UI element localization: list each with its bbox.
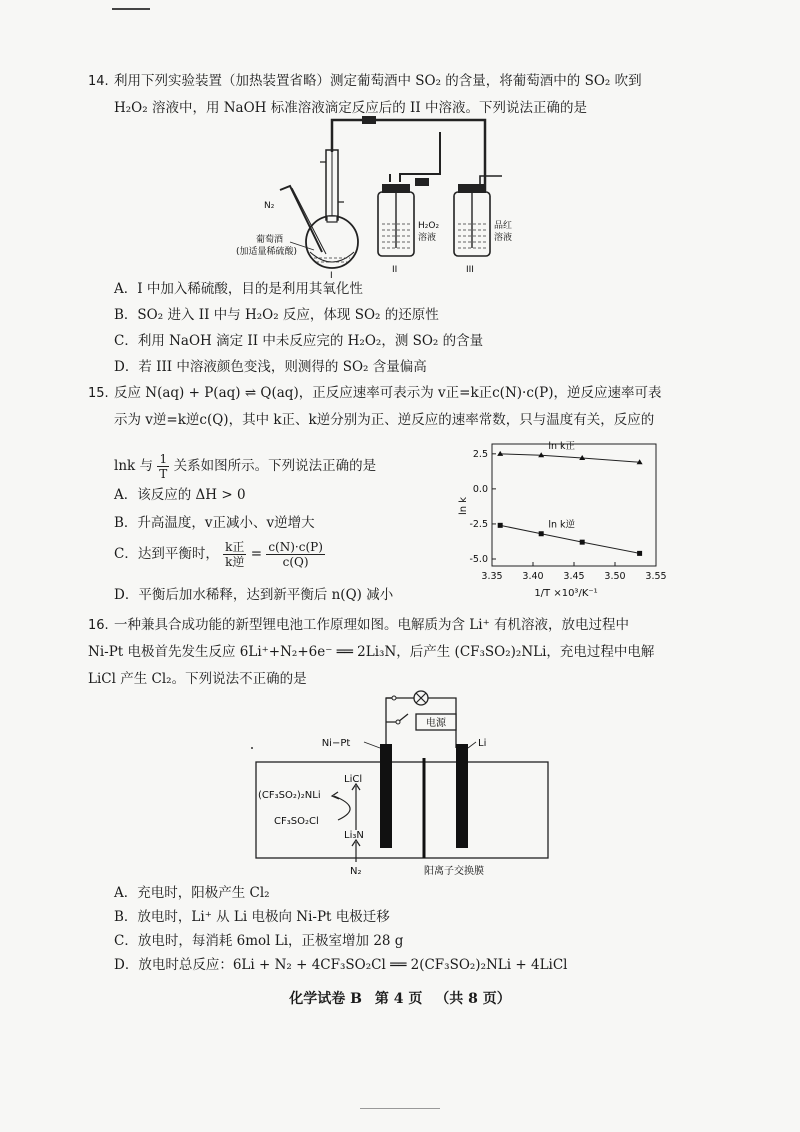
chart-xlabel: 1/T ×10³/K⁻¹ (534, 588, 598, 599)
q15-stem-line3 (114, 452, 376, 481)
footer-subject: 化学试卷 B (289, 991, 362, 1007)
q15-number: 15. (88, 386, 109, 401)
series-line-0 (500, 454, 639, 462)
x-tick-label-4: 3.55 (645, 571, 667, 582)
wine-note-label: (加适量稀硫酸) (236, 247, 298, 257)
y-tick-label-0: 2.5 (472, 448, 488, 460)
power-label: 电源 (426, 718, 446, 729)
q15-stem-line1: 反应 N(aq) + P(aq) ⇌ Q(aq)，正反应速率可表示为 v正=k正c(N)·c(P)，逆反应速率可表 (114, 385, 662, 401)
q14-stem-line2: H₂O₂ 溶液中，用 NaOH 标准溶液滴定反应后的 II 中溶液。下列说法正确的是 (114, 100, 587, 116)
q15-option-d: D．平衡后加水稀释，达到新平衡后 n(Q) 减小 (114, 587, 394, 603)
x-tick-label-1: 3.40 (522, 571, 544, 582)
q15-stem-line3-b: 关系如图所示。下列说法正确的是 (173, 458, 377, 474)
series-1-point-1 (539, 531, 544, 536)
q14-option-d: D．若 III 中溶液颜色变浅，则测得的 SO₂ 含量偏高 (114, 359, 427, 375)
q14-option-c: C．利用 NaOH 滴定 II 中未反应完的 H₂O₂，测 SO₂ 的含量 (114, 333, 484, 349)
q14-option-a: A．I 中加入稀硫酸，目的是利用其氧化性 (114, 281, 363, 297)
q16-option-b: B．放电时，Li⁺ 从 Li 电极向 Ni-Pt 电极迁移 (114, 909, 390, 925)
q16-option-a: A．充电时，阳极产生 Cl₂ (114, 885, 270, 901)
bottle3-label: III (466, 265, 474, 275)
q14-option-b: B．SO₂ 进入 II 中与 H₂O₂ 反应，体现 SO₂ 的还原性 (114, 307, 439, 323)
y-tick-label-2: -2.5 (469, 518, 488, 530)
flask-label: I (330, 271, 333, 281)
y-tick-label-1: 0.0 (472, 483, 488, 495)
q15-option-b: B．升高温度，v正减小、v逆增大 (114, 515, 315, 531)
series-1-point-0 (498, 523, 503, 528)
nipt-electrode (380, 744, 392, 848)
q14-apparatus-diagram (236, 112, 530, 281)
q15-stem-line2: 示为 v逆=k逆c(Q)，其中 k正、k逆分别为正、逆反应的速率常数，只与温度有关，反应的 (114, 412, 655, 428)
q16-stem-line2: Ni-Pt 电极首先发生反应 6Li⁺+N₂+6e⁻ ══ 2Li₃N，后产生 (CF₃SO₂)₂NLi，充电过程中电解 (88, 644, 655, 660)
q15-option-a: A．该反应的 ΔH > 0 (114, 487, 246, 503)
li3n-label: Li₃N (344, 830, 364, 841)
series-1-point-2 (580, 540, 585, 545)
membrane-label: 阳离子交换膜 (424, 866, 484, 877)
cfcl-label: CF₃SO₂Cl (274, 816, 319, 827)
y-tick-label-3: -5.0 (469, 553, 488, 565)
q15-stem (88, 380, 708, 434)
licl-label: LiCl (344, 774, 363, 785)
series-1-point-3 (637, 551, 642, 556)
n2-label: N₂ (264, 201, 275, 211)
q15-stem-line3-a: lnk 与 (114, 458, 153, 474)
q15-fraction-1-over-T: $\frac{1}{T}$ (159, 452, 168, 481)
cfnli-label: (CF₃SO₂)₂NLi (258, 790, 321, 801)
footer-page: 第 4 页 (374, 991, 423, 1007)
q16-option-d: D．放电时总反应：6Li + N₂ + 4CF₃SO₂Cl ══ 2(CF₃SO₂)₂NLi + 4LiCl (114, 957, 568, 973)
chart-ylabel: ln k (458, 496, 469, 516)
x-tick-label-0: 3.35 (481, 571, 503, 582)
q14-number: 14. (88, 74, 109, 89)
q16-option-c: C．放电时，每消耗 6mol Li，正极室增加 28 g (114, 933, 404, 949)
li-label: Li (478, 738, 487, 749)
h2o2-sol-label: 溶液 (418, 233, 437, 243)
n2-label-16: N₂ (350, 866, 362, 877)
k-ratio: $\frac{\text{k正}}{\text{k逆}}$ (225, 540, 245, 569)
pinhong-sol-label: 溶液 (494, 233, 513, 243)
page-footer (0, 988, 800, 1008)
series-label-1: ln k逆 (548, 519, 576, 531)
q15-option-c: C．达到平衡时， $\frac{\text{k正}}{\text{k逆}}$ = $\frac{c(N)\cdot c(P)}{c(Q)}$ (114, 540, 323, 569)
bottle2-label: II (392, 265, 398, 275)
concentration-ratio: $\frac{c(N)\cdot c(P)}{c(Q)}$ (268, 540, 323, 569)
series-0-point-0 (497, 451, 503, 456)
q16-number: 16. (88, 618, 109, 633)
q16-battery-diagram (246, 686, 558, 878)
lnk-vs-inverse-T-chart (456, 436, 666, 602)
wine-label: 葡萄酒 (256, 235, 284, 245)
x-tick-label-2: 3.45 (563, 571, 585, 582)
footer-total: （共 8 页） (435, 991, 511, 1007)
plot-frame (492, 444, 656, 566)
q16-stem-line1: 一种兼具合成功能的新型锂电池工作原理如图。电解质为含 Li⁺ 有机溶液，放电过程中 (114, 617, 629, 633)
q16-stem (88, 612, 708, 693)
bottom-rule (360, 1108, 440, 1109)
pinhong-label: 品红 (494, 221, 513, 231)
q14-stem-line1: 利用下列实验装置（加热装置省略）测定葡萄酒中 SO₂ 的含量，将葡萄酒中的 SO₂ 吹到 (114, 73, 642, 89)
x-tick-label-3: 3.50 (604, 571, 626, 582)
series-label-0: ln k正 (548, 441, 576, 453)
top-rule (112, 8, 150, 10)
nipt-label: Ni−Pt (321, 738, 351, 749)
q16-stem-line3: LiCl 产生 Cl₂。下列说法不正确的是 (88, 671, 307, 687)
h2o2-label: H₂O₂ (418, 221, 440, 231)
li-electrode (456, 744, 468, 848)
